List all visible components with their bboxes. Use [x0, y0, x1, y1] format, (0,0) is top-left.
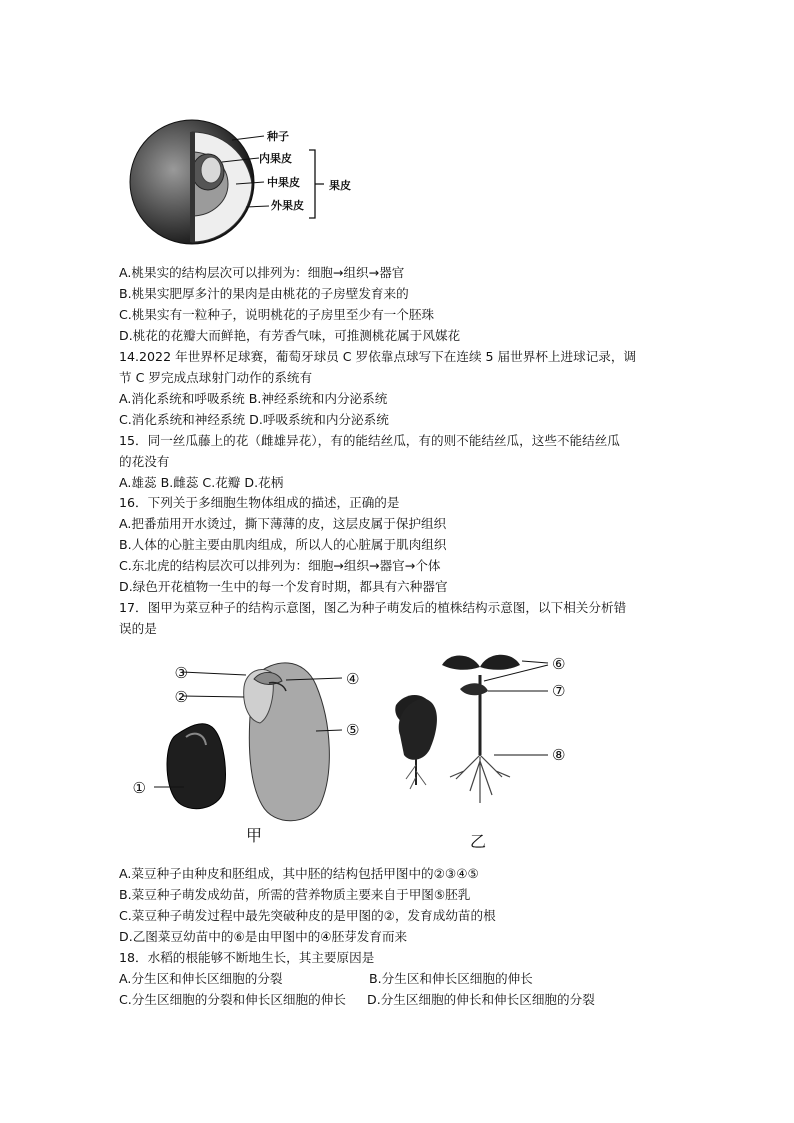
q13-option-a: A.桃果实的结构层次可以排列为：细胞→组织→器官 — [119, 265, 405, 280]
q17-stem-line2: 误的是 — [119, 621, 157, 636]
q15-options: A.雄蕊 B.雌蕊 C.花瓣 D.花柄 — [119, 475, 284, 490]
q18-option-c: C.分生区细胞的分裂和伸长区细胞的伸长 — [119, 992, 346, 1007]
label-exocarp: 外果皮 — [271, 199, 304, 212]
q14-options-line1: A.消化系统和呼吸系统 B.神经系统和内分泌系统 — [119, 391, 388, 406]
q16-option-c: C.东北虎的结构层次可以排列为：细胞→组织→器官→个体 — [119, 558, 441, 573]
q14-options-line2: C.消化系统和神经系统 D.呼吸系统和内分泌系统 — [119, 412, 389, 427]
label-endocarp: 内果皮 — [259, 152, 292, 165]
q17-option-d: D.乙图菜豆幼苗中的⑥是由甲图中的④胚芽发育而来 — [119, 929, 408, 944]
q18-option-a: A.分生区和伸长区细胞的分裂 — [119, 971, 283, 986]
label-num-1: ① — [132, 779, 146, 797]
q14-stem-line1: 14.2022 年世界杯足球赛，葡萄牙球员 C 罗依靠点球写下在连续 5 届世界杯上进球记录，调 — [119, 349, 637, 364]
q13-option-d: D.桃花的花瓣大而鲜艳，有芳香气味，可推测桃花属于风媒花 — [119, 328, 461, 343]
caption-jia: 甲 — [246, 826, 263, 845]
q18-option-d: D.分生区细胞的伸长和伸长区细胞的分裂 — [367, 992, 595, 1007]
q13-option-c: C.桃果实有一粒种子，说明桃花的子房里至少有一个胚珠 — [119, 307, 435, 322]
label-mesocarp: 中果皮 — [267, 176, 300, 189]
q18-stem: 18．水稻的根能够不断地生长，其主要原因是 — [119, 950, 375, 965]
label-num-5: ⑤ — [346, 721, 360, 739]
label-num-8: ⑧ — [552, 746, 566, 764]
q15-stem-line2: 的花没有 — [119, 454, 170, 469]
label-num-4: ④ — [346, 670, 360, 688]
label-num-3: ③ — [174, 664, 188, 682]
label-seed: 种子 — [267, 130, 289, 143]
q17-stem-line1: 17．图甲为菜豆种子的结构示意图，图乙为种子萌发后的植株结构示意图，以下相关分析错 — [119, 600, 627, 615]
label-pericarp: 果皮 — [329, 179, 351, 192]
q17-option-c: C.菜豆种子萌发过程中最先突破种皮的是甲图的②，发育成幼苗的根 — [119, 908, 496, 923]
q18-option-b: B.分生区和伸长区细胞的伸长 — [369, 971, 533, 986]
label-num-2: ② — [174, 688, 188, 706]
caption-yi: 乙 — [470, 832, 487, 851]
q16-option-a: A.把番茄用开水烫过，撕下薄薄的皮，这层皮属于保护组织 — [119, 516, 447, 531]
q14-stem-line2: 节 C 罗完成点球射门动作的系统有 — [119, 370, 313, 385]
q16-option-d: D.绿色开花植物一生中的每一个发育时期，都具有六种器官 — [119, 579, 448, 594]
q15-stem-line1: 15．同一丝瓜藤上的花（雌雄异花），有的能结丝瓜，有的则不能结丝瓜，这些不能结丝瓜 — [119, 433, 620, 448]
q13-option-b: B.桃果实肥厚多汁的果肉是由桃花的子房壁发育来的 — [119, 286, 409, 301]
label-num-7: ⑦ — [552, 682, 566, 700]
q16-stem: 16．下列关于多细胞生物体组成的描述，正确的是 — [119, 495, 400, 510]
peach-fruit-figure — [124, 112, 374, 252]
label-num-6: ⑥ — [552, 655, 566, 673]
bean-seed-figure — [124, 645, 594, 853]
q17-option-b: B.菜豆种子萌发成幼苗，所需的营养物质主要来自于甲图⑤胚乳 — [119, 887, 471, 902]
q17-option-a: A.菜豆种子由种皮和胚组成，其中胚的结构包括甲图中的②③④⑤ — [119, 866, 479, 881]
q16-option-b: B.人体的心脏主要由肌肉组成，所以人的心脏属于肌肉组织 — [119, 537, 447, 552]
